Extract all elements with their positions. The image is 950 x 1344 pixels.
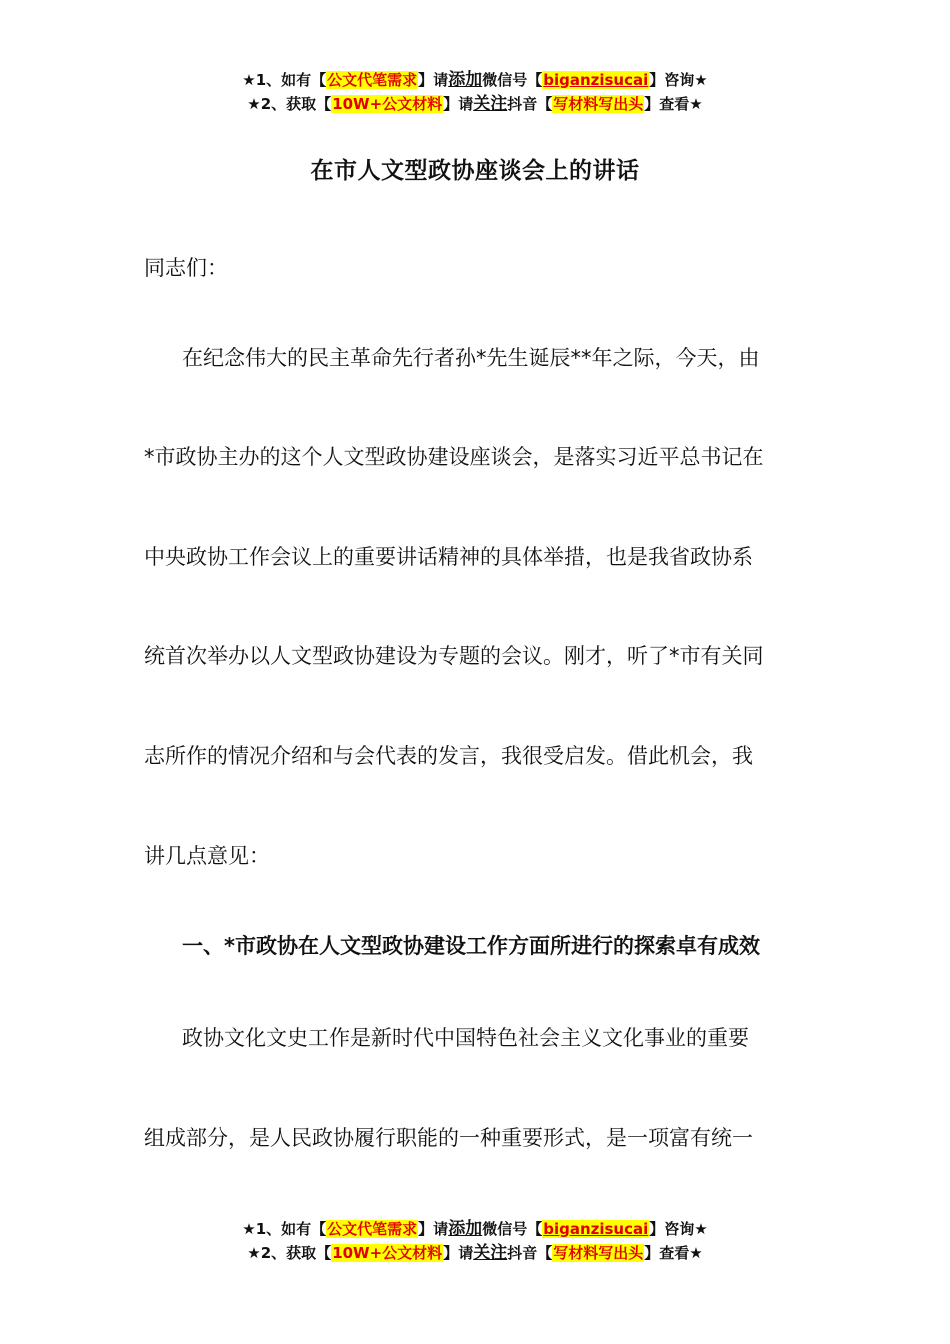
paragraph-line: 讲几点意见： <box>144 844 270 868</box>
banner-text: ★2、获取【 <box>247 1244 332 1262</box>
paragraph-line: 统首次举办以人文型政协建设为专题的会议。刚才，听了*市有关同 <box>144 644 764 668</box>
banner-text: 微信号【 <box>482 1220 543 1238</box>
top-banner <box>0 68 950 116</box>
banner-emphasis: 关注 <box>473 94 508 114</box>
banner-text: 抖音【 <box>507 95 553 113</box>
section-heading: 一、*市政协在人文型政协建设工作方面所进行的探索卓有成效 <box>182 934 760 958</box>
banner-text: ★1、如有【 <box>242 71 327 89</box>
banner-text: 】请 <box>443 1244 474 1262</box>
banner-emphasis: 添加 <box>448 70 483 90</box>
salutation: 同志们： <box>144 256 228 280</box>
banner-line-1 <box>0 68 950 92</box>
banner-text: 】咨询★ <box>649 1220 708 1238</box>
banner-highlight: 10W+公文材料 <box>332 95 443 113</box>
paragraph-line: 志所作的情况介绍和与会代表的发言，我很受启发。借此机会，我 <box>144 744 753 768</box>
paragraph-line: *市政协主办的这个人文型政协建设座谈会，是落实习近平总书记在 <box>144 445 764 469</box>
banner-text: 】查看★ <box>644 1244 703 1262</box>
banner-text: 】请 <box>418 1220 449 1238</box>
banner-text: ★1、如有【 <box>242 1220 327 1238</box>
banner-wechat-id[interactable]: biganzisucai <box>543 1220 649 1238</box>
banner-text: 】请 <box>443 95 474 113</box>
banner-line-1 <box>0 1217 950 1241</box>
banner-line-2 <box>0 92 950 116</box>
banner-emphasis: 关注 <box>473 1243 508 1263</box>
banner-highlight: 10W+公文材料 <box>332 1244 443 1262</box>
banner-text: 】查看★ <box>644 95 703 113</box>
banner-emphasis: 添加 <box>448 1219 483 1239</box>
paragraph-line: 在纪念伟大的民主革命先行者孙*先生诞辰**年之际，今天，由 <box>182 346 760 370</box>
banner-text: 抖音【 <box>507 1244 553 1262</box>
banner-text: 】咨询★ <box>649 71 708 89</box>
banner-highlight: 写材料写出头 <box>553 95 644 113</box>
paragraph-line: 组成部分，是人民政协履行职能的一种重要形式，是一项富有统一 <box>144 1126 753 1150</box>
banner-text: ★2、获取【 <box>247 95 332 113</box>
banner-text: 】请 <box>418 71 449 89</box>
banner-text: 微信号【 <box>482 71 543 89</box>
banner-wechat-id[interactable]: biganzisucai <box>543 71 649 89</box>
banner-highlight: 公文代笔需求 <box>327 71 418 89</box>
bottom-banner <box>0 1217 950 1265</box>
document-title: 在市人文型政协座谈会上的讲话 <box>310 158 640 184</box>
banner-highlight: 公文代笔需求 <box>327 1220 418 1238</box>
paragraph-line: 中央政协工作会议上的重要讲话精神的具体举措，也是我省政协系 <box>144 545 753 569</box>
banner-line-2 <box>0 1241 950 1265</box>
banner-highlight: 写材料写出头 <box>553 1244 644 1262</box>
paragraph-line: 政协文化文史工作是新时代中国特色社会主义文化事业的重要 <box>182 1026 749 1050</box>
